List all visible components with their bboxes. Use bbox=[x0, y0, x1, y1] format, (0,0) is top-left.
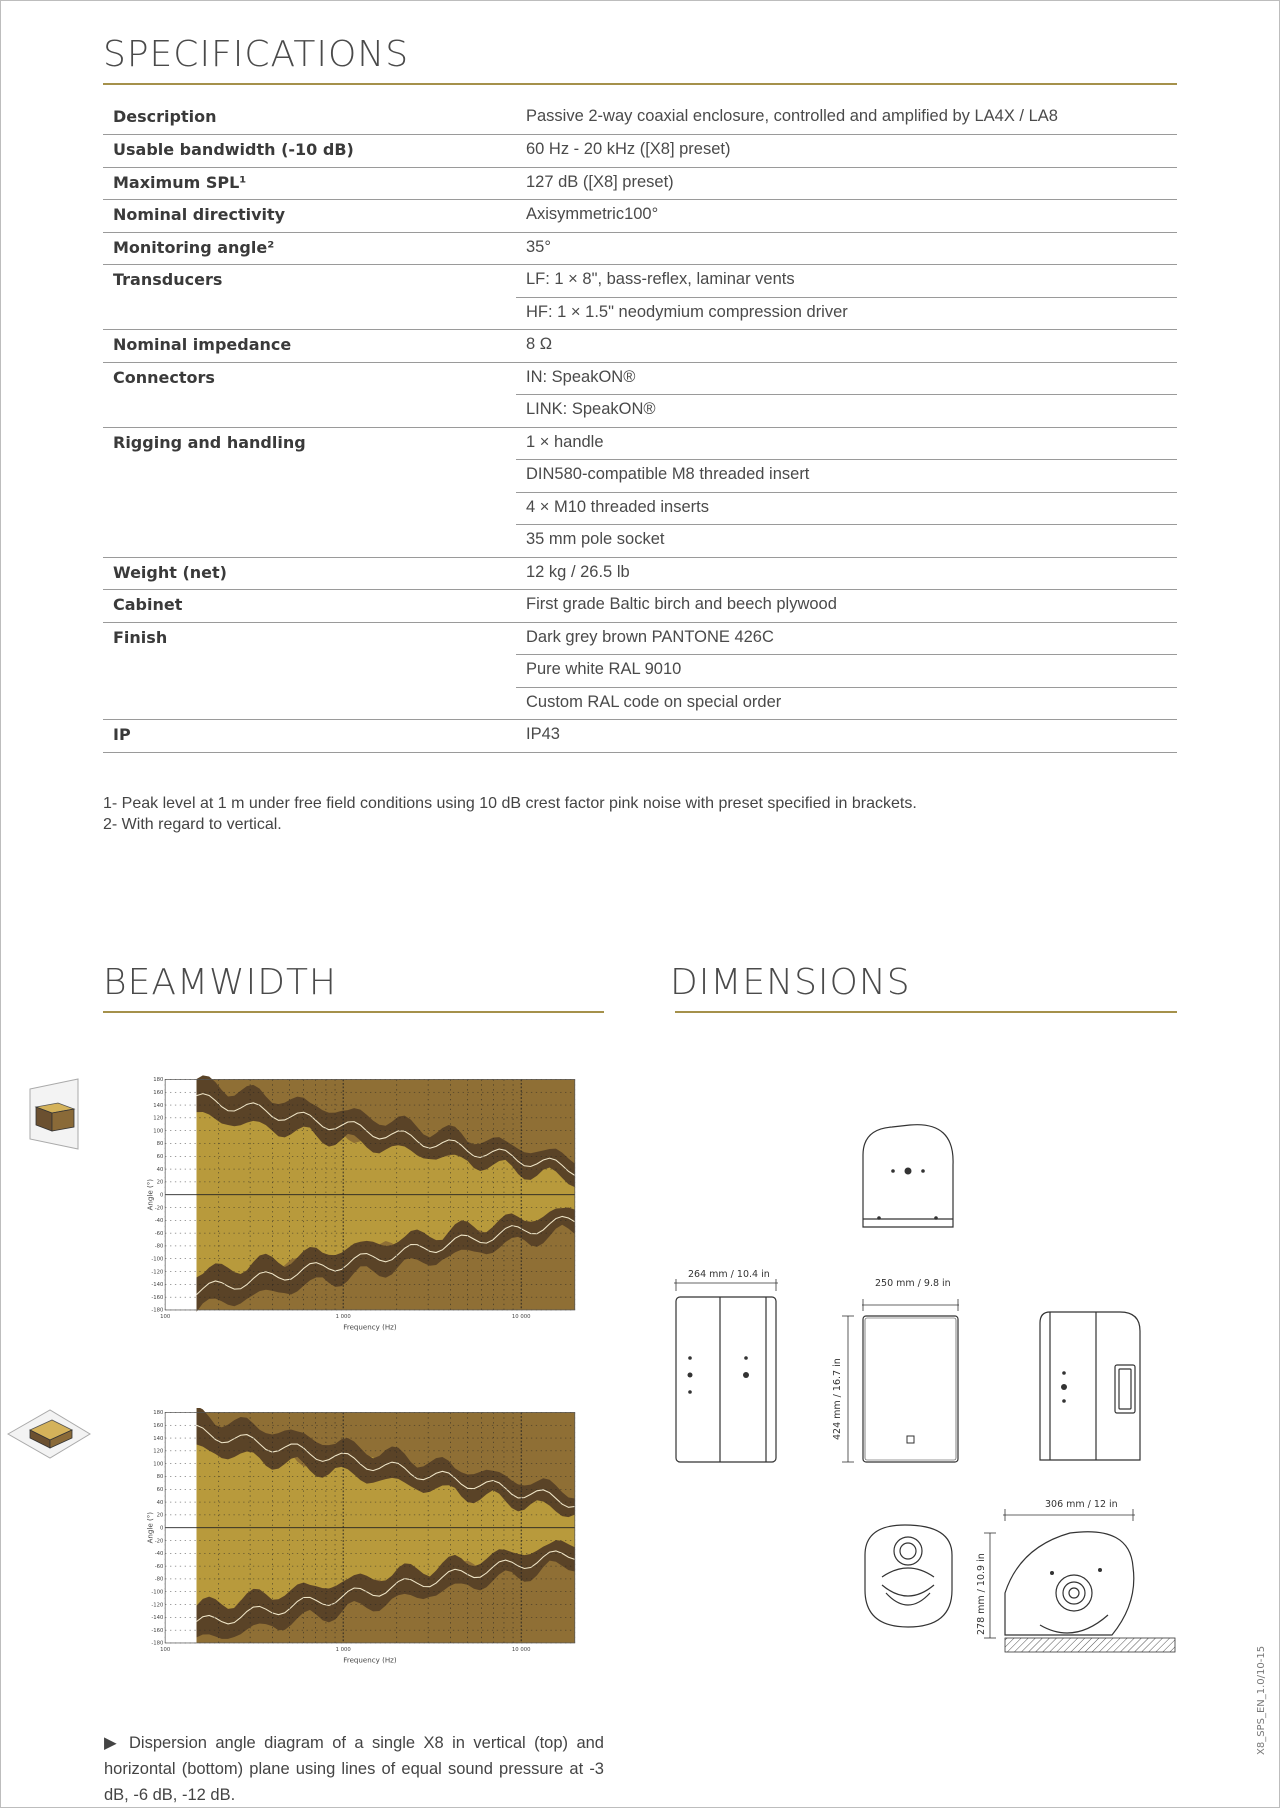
spec-row bbox=[103, 200, 1177, 233]
x-axis-label: Frequency (Hz) bbox=[343, 1322, 397, 1332]
footnotes bbox=[103, 793, 917, 835]
y-tick-label: 40 bbox=[156, 1166, 164, 1173]
y-tick-label: 60 bbox=[156, 1154, 164, 1161]
spec-row bbox=[103, 135, 1177, 168]
spec-row bbox=[103, 525, 1177, 558]
spec-row bbox=[103, 460, 1177, 493]
y-tick-label: -160 bbox=[151, 1627, 164, 1634]
x-axis-label: Frequency (Hz) bbox=[343, 1655, 397, 1665]
spec-label bbox=[103, 655, 516, 688]
x-tick-label: 1 000 bbox=[335, 1646, 351, 1653]
y-tick-label: -40 bbox=[154, 1551, 164, 1558]
y-tick-label: 80 bbox=[156, 1141, 164, 1148]
footnote-2: 2- With regard to vertical. bbox=[103, 816, 282, 833]
y-tick-label: 140 bbox=[153, 1435, 164, 1442]
y-tick-label: 0 bbox=[159, 1525, 164, 1532]
beamwidth-rule bbox=[103, 1011, 604, 1013]
spec-row bbox=[103, 720, 1177, 753]
dimensions-heading: DIMENSIONS bbox=[670, 962, 911, 1003]
y-tick-label: -60 bbox=[154, 1230, 164, 1237]
specifications-rule bbox=[103, 83, 1177, 85]
beamwidth-heading: BEAMWIDTH bbox=[103, 962, 337, 1003]
spec-row bbox=[103, 102, 1177, 135]
spec-label: Connectors bbox=[113, 367, 215, 387]
spec-label: Nominal directivity bbox=[103, 200, 516, 233]
y-axis-label: Angle (°) bbox=[145, 1511, 155, 1544]
dimension-drawings bbox=[660, 1115, 1180, 1690]
spec-label: Monitoring angle² bbox=[103, 232, 516, 265]
spec-value: 35° bbox=[516, 232, 1177, 265]
spec-row bbox=[103, 492, 1177, 525]
y-tick-label: -120 bbox=[151, 1602, 164, 1609]
dimensions-rule bbox=[675, 1011, 1177, 1013]
spec-row bbox=[103, 395, 1177, 428]
wedge-depth-label: 306 mm / 12 in bbox=[1045, 1499, 1118, 1510]
caption-bullet-icon: ▶ bbox=[104, 1734, 121, 1752]
y-tick-label: -80 bbox=[154, 1576, 164, 1583]
y-tick-label: -140 bbox=[151, 1282, 164, 1289]
spec-row bbox=[103, 330, 1177, 363]
y-tick-label: 160 bbox=[153, 1090, 164, 1097]
ground-hatch bbox=[1005, 1638, 1175, 1652]
spec-value: 35 mm pole socket bbox=[516, 525, 1177, 558]
y-tick-label: -180 bbox=[151, 1307, 164, 1314]
spec-value: Pure white RAL 9010 bbox=[516, 655, 1177, 688]
y-tick-label: -20 bbox=[154, 1205, 164, 1212]
spec-row bbox=[103, 590, 1177, 623]
y-tick-label: 100 bbox=[153, 1128, 164, 1135]
y-tick-label: 180 bbox=[153, 1077, 164, 1084]
y-tick-label: 100 bbox=[153, 1461, 164, 1468]
y-tick-label: 20 bbox=[156, 1512, 164, 1519]
spec-row bbox=[103, 622, 1177, 655]
spec-label: Finish bbox=[113, 627, 168, 647]
spec-value: First grade Baltic birch and beech plywood bbox=[516, 590, 1177, 623]
y-tick-label: -140 bbox=[151, 1615, 164, 1622]
spec-value: Passive 2-way coaxial enclosure, controlled and amplified by LA4X / LA8 bbox=[516, 102, 1177, 135]
x-tick-label: 10 000 bbox=[511, 1313, 531, 1320]
spec-value: HF: 1 × 1.5" neodymium compression driver bbox=[516, 297, 1177, 330]
spec-value: 1 × handle bbox=[516, 427, 1177, 460]
spec-label: Maximum SPL¹ bbox=[103, 167, 516, 200]
spec-row bbox=[103, 427, 1177, 460]
spec-row bbox=[103, 557, 1177, 590]
spec-value: Dark grey brown PANTONE 426C bbox=[516, 622, 1177, 655]
spec-value: 60 Hz - 20 kHz ([X8] preset) bbox=[516, 135, 1177, 168]
footnote-1: 1- Peak level at 1 m under free field conditions using 10 dB crest factor pink noise with preset specified in brackets. bbox=[103, 795, 917, 812]
spec-label bbox=[103, 395, 516, 428]
beamwidth-chart-vertical bbox=[120, 1075, 604, 1341]
x-tick-label: 100 bbox=[160, 1646, 171, 1653]
spec-label: Nominal impedance bbox=[103, 330, 516, 363]
spec-label: IP bbox=[103, 720, 516, 753]
y-tick-label: -40 bbox=[154, 1218, 164, 1225]
spec-value: 127 dB ([X8] preset) bbox=[516, 167, 1177, 200]
caption-text: Dispersion angle diagram of a single X8 in vertical (top) and horizontal (bottom) plane using lines of equal sound pressure at -3 dB, -6 dB, -12 dB. bbox=[104, 1734, 604, 1804]
spec-label: Cabinet bbox=[103, 590, 516, 623]
spec-value: 12 kg / 26.5 lb bbox=[516, 557, 1177, 590]
spec-value: IN: SpeakON® bbox=[516, 362, 1177, 395]
y-tick-label: 80 bbox=[156, 1474, 164, 1481]
x-tick-label: 100 bbox=[160, 1313, 171, 1320]
wedge-height-label: 278 mm / 10.9 in bbox=[976, 1553, 987, 1635]
x-tick-label: 1 000 bbox=[335, 1313, 351, 1320]
y-tick-label: -60 bbox=[154, 1563, 164, 1570]
y-tick-label: -120 bbox=[151, 1269, 164, 1276]
spec-row bbox=[103, 297, 1177, 330]
height-label: 424 mm / 16.7 in bbox=[832, 1358, 843, 1440]
spec-label bbox=[103, 460, 516, 493]
y-tick-label: 120 bbox=[153, 1448, 164, 1455]
spec-row bbox=[103, 687, 1177, 720]
spec-label: Transducers bbox=[113, 270, 223, 289]
y-axis-label: Angle (°) bbox=[145, 1178, 155, 1211]
spec-label: Description bbox=[103, 102, 516, 135]
y-tick-label: -80 bbox=[154, 1243, 164, 1250]
y-tick-label: -100 bbox=[151, 1256, 164, 1263]
beamwidth-chart-horizontal bbox=[120, 1408, 604, 1674]
top-view-outline bbox=[863, 1125, 953, 1227]
spec-row bbox=[103, 655, 1177, 688]
horizontal-plane-icon bbox=[6, 1408, 92, 1460]
spec-row bbox=[103, 265, 1177, 298]
y-tick-label: 40 bbox=[156, 1499, 164, 1506]
beamwidth-caption bbox=[104, 1730, 604, 1808]
spec-value: LF: 1 × 8", bass-reflex, laminar vents bbox=[516, 265, 1177, 298]
document-code: X8_SPS_EN_1.0/10-15 bbox=[1256, 1645, 1267, 1755]
spec-value: DIN580-compatible M8 threaded insert bbox=[516, 460, 1177, 493]
x-tick-label: 10 000 bbox=[511, 1646, 531, 1653]
y-tick-label: 60 bbox=[156, 1487, 164, 1494]
spec-label bbox=[103, 525, 516, 558]
spec-row bbox=[103, 232, 1177, 265]
y-tick-label: 140 bbox=[153, 1102, 164, 1109]
spec-value: Custom RAL code on special order bbox=[516, 687, 1177, 720]
depth-label: 264 mm / 10.4 in bbox=[688, 1269, 770, 1280]
specifications-heading: SPECIFICATIONS bbox=[103, 34, 410, 75]
spec-value: LINK: SpeakON® bbox=[516, 395, 1177, 428]
spec-label: Weight (net) bbox=[103, 557, 516, 590]
spec-label: Usable bandwidth (-10 dB) bbox=[103, 135, 516, 168]
spec-row bbox=[103, 362, 1177, 395]
y-tick-label: 160 bbox=[153, 1423, 164, 1430]
y-tick-label: 180 bbox=[153, 1410, 164, 1417]
y-tick-label: 0 bbox=[159, 1192, 164, 1199]
y-tick-label: -20 bbox=[154, 1538, 164, 1545]
y-tick-label: 20 bbox=[156, 1179, 164, 1186]
spec-value: 8 Ω bbox=[516, 330, 1177, 363]
spec-value: 4 × M10 threaded inserts bbox=[516, 492, 1177, 525]
width-label: 250 mm / 9.8 in bbox=[875, 1278, 951, 1289]
y-tick-label: -180 bbox=[151, 1640, 164, 1647]
vertical-plane-icon bbox=[28, 1077, 80, 1151]
y-tick-label: -100 bbox=[151, 1589, 164, 1596]
spec-label bbox=[103, 492, 516, 525]
specifications-table bbox=[103, 102, 1177, 753]
y-tick-label: -160 bbox=[151, 1294, 164, 1301]
spec-value: Axisymmetric100° bbox=[516, 200, 1177, 233]
y-tick-label: 120 bbox=[153, 1115, 164, 1122]
spec-value: IP43 bbox=[516, 720, 1177, 753]
spec-label: Rigging and handling bbox=[113, 432, 306, 452]
spec-label bbox=[103, 687, 516, 720]
spec-label bbox=[103, 297, 516, 330]
spec-row bbox=[103, 167, 1177, 200]
